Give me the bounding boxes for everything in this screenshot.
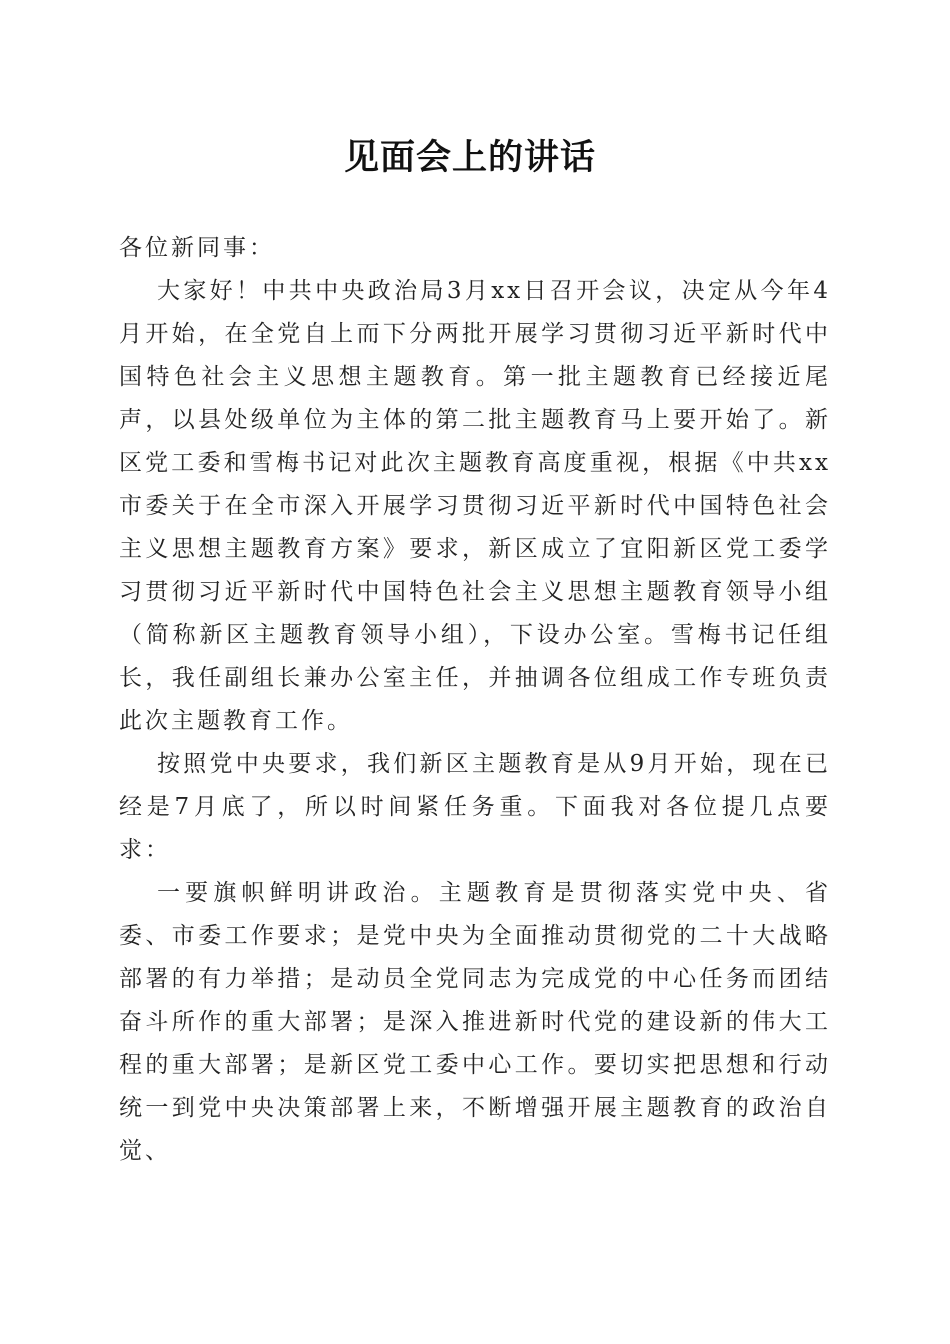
paragraph-requirement-one: 一要旗帜鲜明讲政治。主题教育是贯彻落实党中央、省委、市委工作要求；是党中央为全面推动贯彻党的二十大战略部署的有力举措；是动员全党同志为完成党的中心任务而团结奋斗所作的重大部署；是深入推进新时代党的建设新的伟大工程的重大部署；是新区党工委中心工作。要切实把思想和行动统一到党中央决策部署上来，不断增强开展主题教育的政治自觉、	[119, 880, 831, 1164]
salutation: 各位新同事：	[119, 235, 275, 261]
paragraph-timeline: 按照党中央要求，我们新区主题教育是从9月开始，现在已经是7月底了，所以时间紧任务重。下面我对各位提几点要求：	[119, 751, 831, 863]
document-title: 见面会上的讲话	[343, 137, 596, 178]
document-body	[119, 227, 831, 1173]
paragraph-opening: 大家好！中共中央政治局3月xx日召开会议，决定从今年4月开始，在全党自上而下分两批开展学习贯彻习近平新时代中国特色社会主义思想主题教育。第一批主题教育已经接近尾声，以县处级单位为主体的第二批主题教育马上要开始了。新区党工委和雪梅书记对此次主题教育高度重视，根据《中共xx市委关于在全市深入开展学习贯彻习近平新时代中国特色社会主义思想主题教育方案》要求，新区成立了宜阳新区党工委学习贯彻习近平新时代中国特色社会主义思想主题教育领导小组（简称新区主题教育领导小组），下设办公室。雪梅书记任组长，我任副组长兼办公室主任，并抽调各位组成工作专班负责此次主题教育工作。	[119, 278, 831, 734]
